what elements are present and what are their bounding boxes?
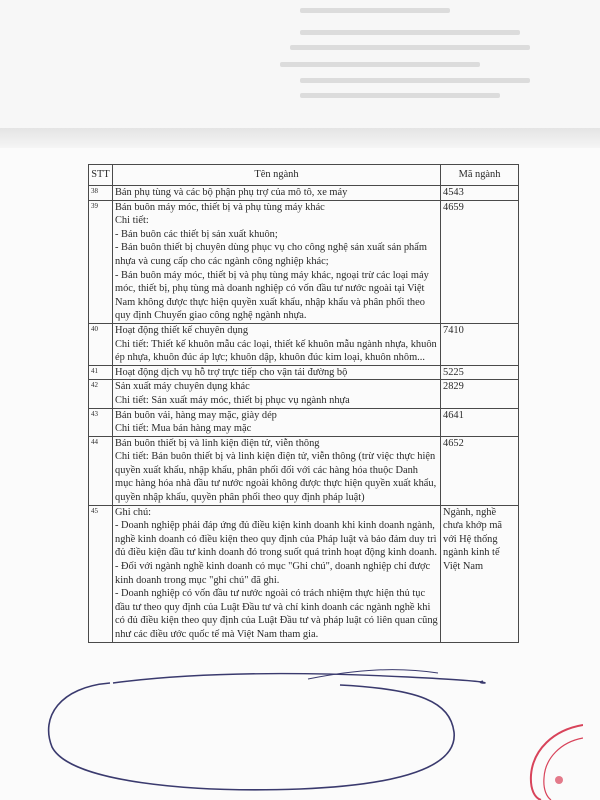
- table-row: [89, 408, 519, 436]
- page-gap: [0, 128, 600, 148]
- header-code: Mã ngành: [441, 165, 519, 186]
- business-lines-table: [88, 164, 519, 643]
- row-code: Ngành, nghề chưa khớp mã với Hệ thống ngành kinh tế Việt Nam: [441, 505, 519, 642]
- row-name-line: Hoạt động thiết kế chuyên dụng: [115, 324, 249, 336]
- row-code: 7410: [441, 323, 519, 365]
- row-name: [113, 323, 441, 365]
- faded-text-line: [300, 93, 500, 98]
- table-row: [89, 436, 519, 505]
- row-name-line: Bán buôn thiết bị và linh kiện điện tử, viễn thông: [115, 437, 320, 449]
- row-stt: 38: [89, 186, 113, 201]
- row-name-line: - Bán buôn máy móc, thiết bị và phụ tùng máy khác, ngoại trừ các loại máy móc, thiết bị, phụ tùng mà doanh nghiệp có vốn đầu tư nước ngoài tại Việt Nam không được thực hiện quyền xuất khẩu, nhập khẩu và phân phối theo quy định Chuyển giao công nghệ ngành nhựa.: [115, 269, 429, 322]
- table-header-row: [89, 165, 519, 186]
- previous-page-fragment: [0, 0, 600, 128]
- row-stt: 40: [89, 323, 113, 365]
- row-name-line: Chi tiết: Thiết kế khuôn mẫu các loại, thiết kế khuôn mẫu ngành nhựa, khuôn ép nhựa, khuôn đúc áp lực; khuôn dập, khuôn đúc kim loại, khuôn nhôm...: [115, 338, 437, 364]
- faded-text-line: [300, 78, 530, 83]
- row-code: 4543: [441, 186, 519, 201]
- table-row: [89, 200, 519, 323]
- row-code: 4652: [441, 436, 519, 505]
- faded-text-line: [300, 30, 520, 35]
- row-name: [113, 505, 441, 642]
- row-name: [113, 186, 441, 201]
- row-stt: 41: [89, 365, 113, 380]
- row-code: 4641: [441, 408, 519, 436]
- row-name-line: Hoạt động dịch vụ hỗ trợ trực tiếp cho vận tải đường bộ: [115, 366, 348, 378]
- row-stt: 42: [89, 380, 113, 408]
- row-name: [113, 200, 441, 323]
- row-name: [113, 436, 441, 505]
- row-name-line: - Doanh nghiệp phải đáp ứng đủ điều kiện kinh doanh khi kinh doanh ngành, nghề kinh doanh có điều kiện theo quy định của Pháp luật và bảo đảm duy trì đủ điều kiện đầu tư kinh doanh đó trong suốt quá trình hoạt động kinh doanh.: [115, 520, 437, 559]
- row-name-line: Bán phụ tùng và các bộ phận phụ trợ của mô tô, xe máy: [115, 187, 348, 198]
- row-name-line: - Doanh nghiệp có vốn đầu tư nước ngoài có trách nhiệm thực hiện thủ tục đầu tư theo quy định của Luật Đầu tư và chỉ kinh doanh các ngành nghề khi có đủ điều kiện theo quy định của Luật Đầu tư và pháp luật có liên quan cũng như các điều ước quốc tế mà Việt Nam tham gia.: [115, 588, 438, 640]
- header-stt: STT: [89, 165, 113, 186]
- row-name-line: Bán buôn vải, hàng may mặc, giày dép: [115, 409, 277, 421]
- row-name-line: Sản xuất máy chuyên dụng khác: [115, 381, 250, 393]
- table-row: [89, 505, 519, 642]
- row-name-line: Chi tiết: Bán buôn thiết bị và linh kiện điện tử, viễn thông (trừ việc thực hiện quyền xuất khẩu, nhập khẩu, phân phối đối với các hàng hóa thuộc Danh mục hàng hóa nhà đầu tư nước ngoài không được thực hiện quyền xuất khẩu, quyền nhập khẩu, quyền phân phối theo quy định pháp luật): [115, 451, 437, 504]
- table-row: [89, 365, 519, 380]
- row-stt: 43: [89, 408, 113, 436]
- faded-text-line: [300, 8, 450, 13]
- row-name-line: - Bán buôn thiết bị chuyên dùng phục vụ cho công nghệ sản xuất sản phẩm nhựa và cung cấp cho các ngành công nghiệp khác;: [115, 242, 427, 267]
- row-stt: 45: [89, 505, 113, 642]
- table-row: [89, 186, 519, 201]
- row-name-line: Chi tiết:: [115, 215, 149, 227]
- header-name: Tên ngành: [113, 165, 441, 186]
- table-row: [89, 380, 519, 408]
- faded-text-line: [290, 45, 530, 50]
- row-name-line: Bán buôn máy móc, thiết bị và phụ tùng máy khác: [115, 201, 325, 213]
- faded-text-line: [280, 62, 480, 67]
- row-name: [113, 365, 441, 380]
- row-name-line: Ghi chú:: [115, 506, 152, 518]
- row-stt: 39: [89, 200, 113, 323]
- row-code: 4659: [441, 200, 519, 323]
- row-name: [113, 408, 441, 436]
- row-name-line: - Bán buôn các thiết bị sản xuất khuôn;: [115, 228, 278, 240]
- row-name-line: Chi tiết: Sản xuất máy móc, thiết bị phục vụ ngành nhựa: [115, 394, 350, 406]
- table-row: [89, 323, 519, 365]
- row-name: [113, 380, 441, 408]
- row-name-line: Chi tiết: Mua bán hàng may mặc: [115, 423, 252, 435]
- row-stt: 44: [89, 436, 113, 505]
- row-name-line: - Đối với ngành nghề kinh doanh có mục "Ghi chú", doanh nghiệp chỉ được kinh doanh trong mục "ghi chú" đã ghi.: [115, 561, 431, 586]
- row-code: 2829: [441, 380, 519, 408]
- row-code: 5225: [441, 365, 519, 380]
